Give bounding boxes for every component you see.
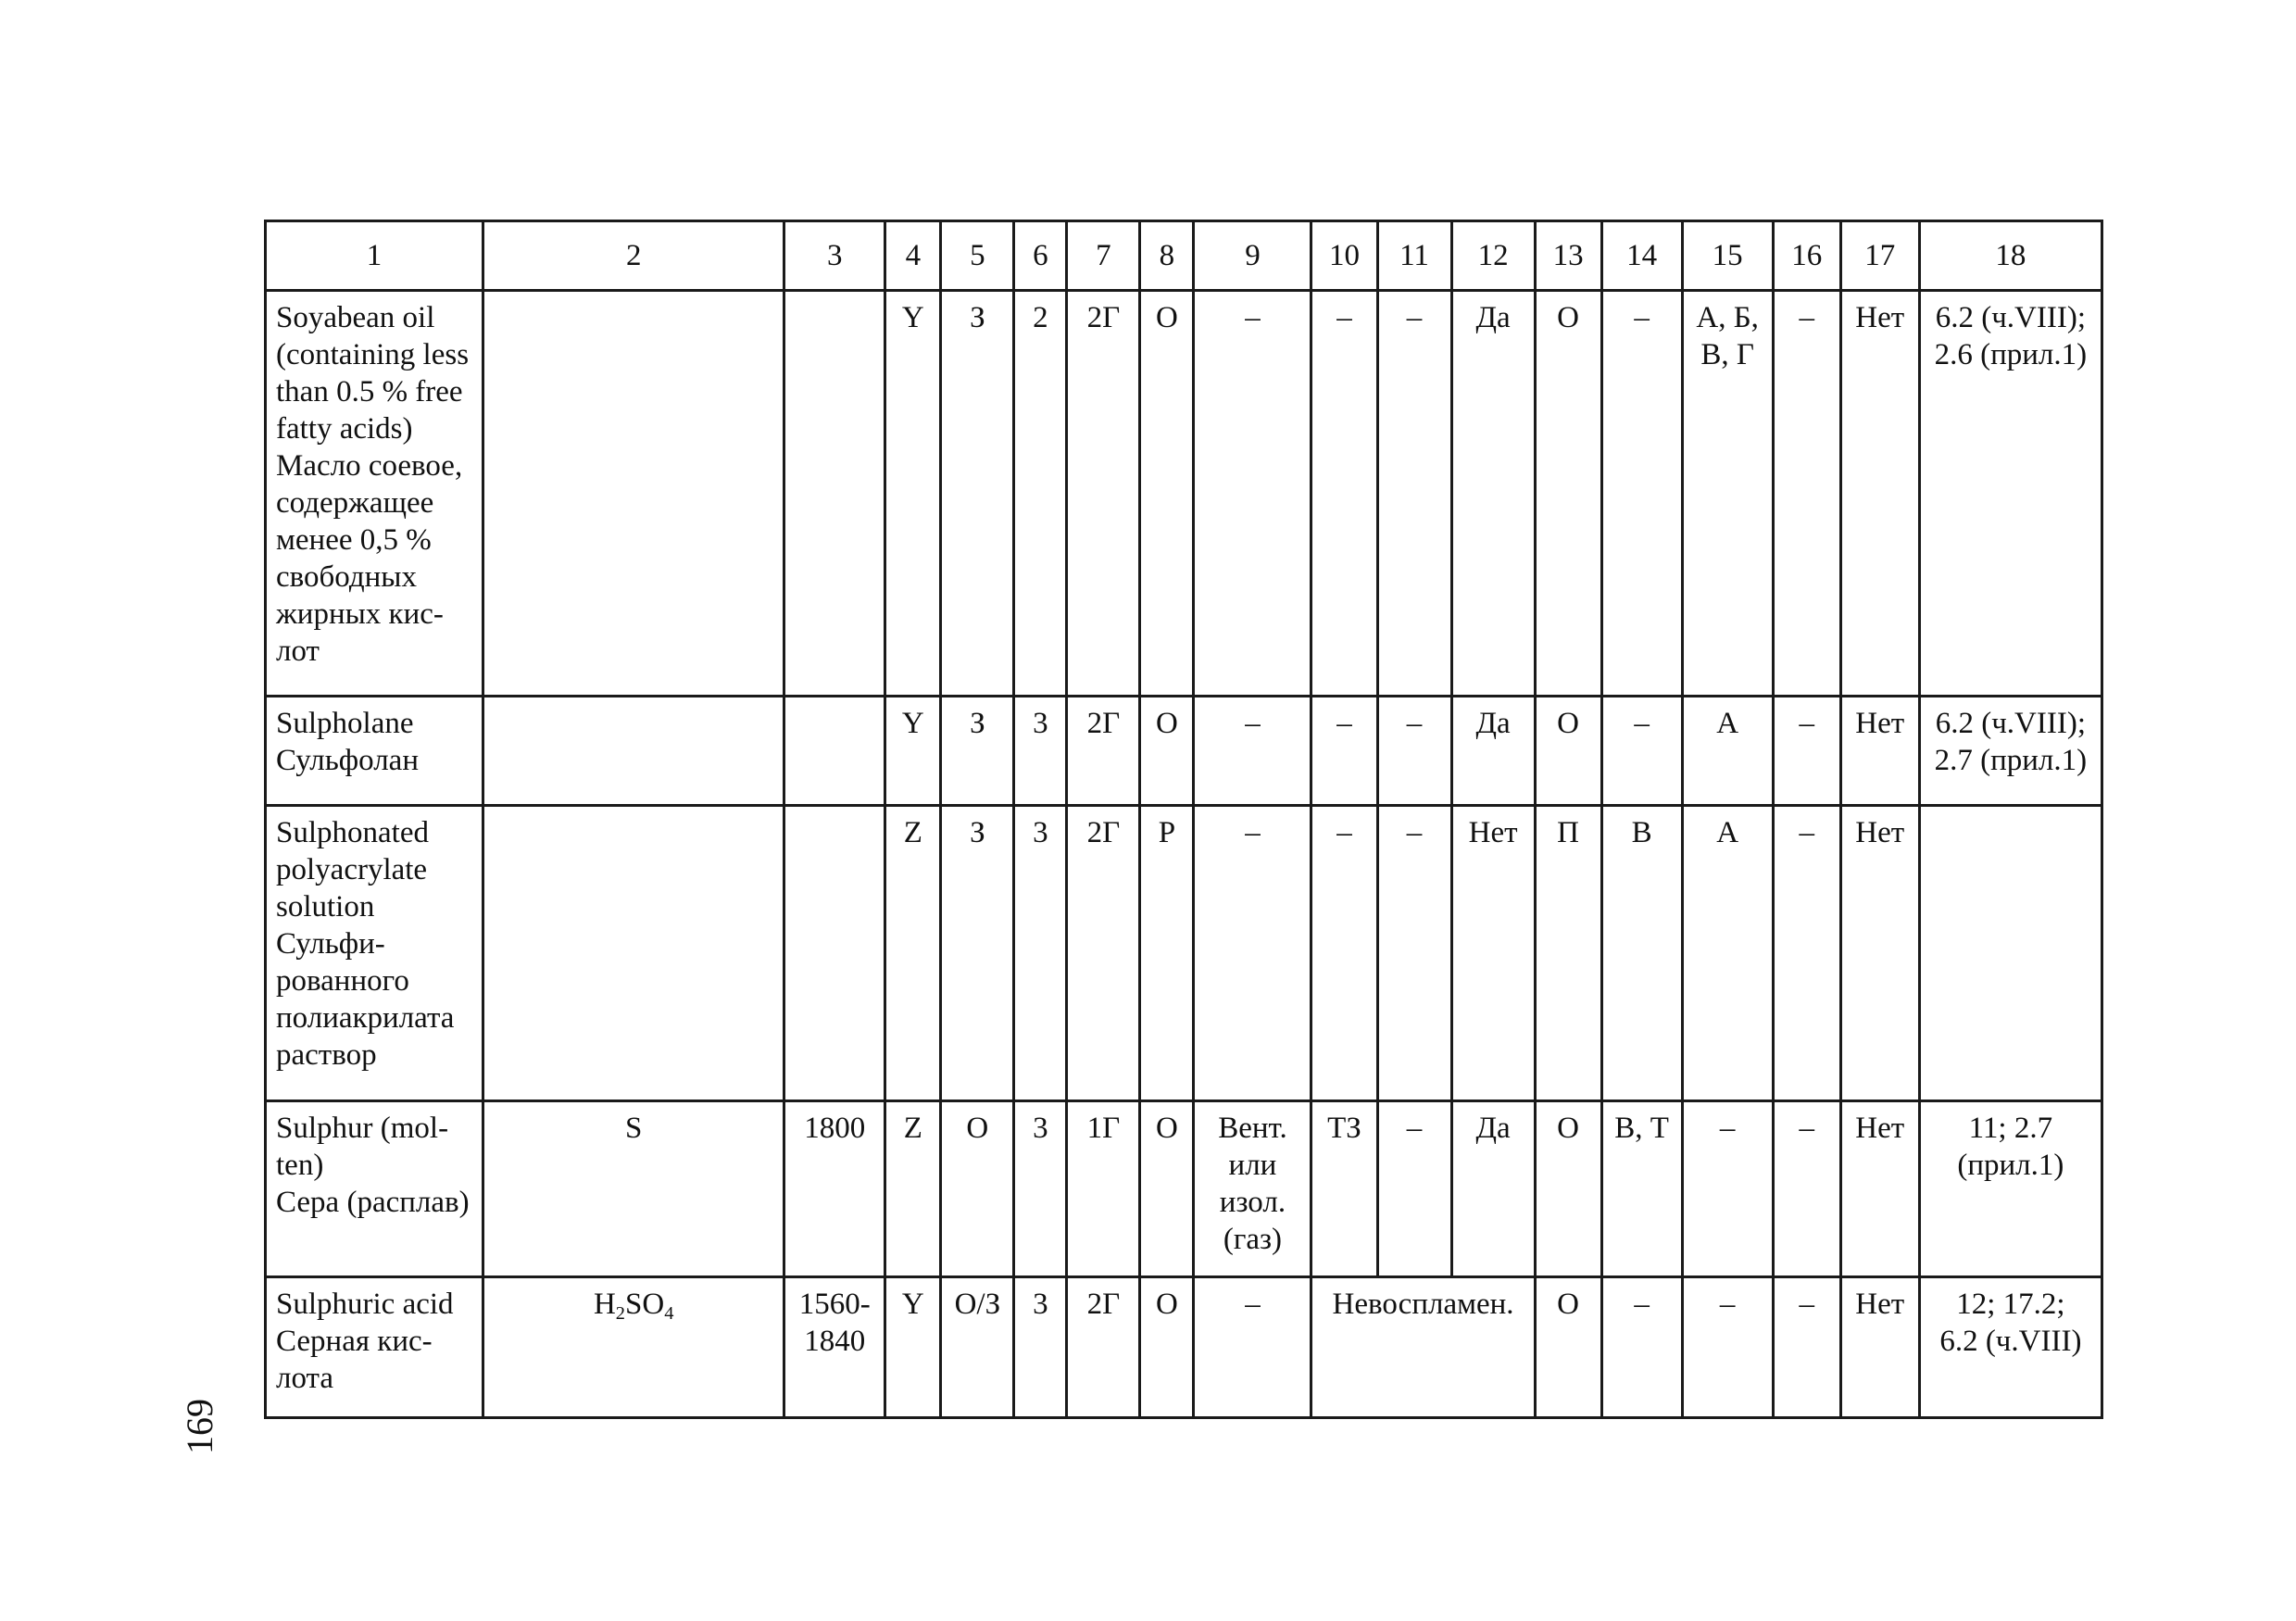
cell-col5: З xyxy=(941,291,1014,697)
cell-col5: О xyxy=(941,1101,1014,1277)
cell-col3: 1560- 1840 xyxy=(784,1277,885,1418)
cell-col6: 3 xyxy=(1014,697,1067,806)
cell-col16: – xyxy=(1773,697,1840,806)
cell-col11: – xyxy=(1377,291,1451,697)
cell-col10: – xyxy=(1311,806,1377,1101)
substance-name-cell: Soyabean oil (containing less than 0.5 % free fatty acids) Масло соевое, содержащее менее 0,5 % свободных жирных кис- лот xyxy=(266,291,483,697)
cell-col12: Да xyxy=(1451,1101,1535,1277)
cell-col6: 3 xyxy=(1014,1101,1067,1277)
cell-col18: 11; 2.7 (прил.1) xyxy=(1919,1101,2102,1277)
formula-cell xyxy=(483,291,784,697)
cell-col11: – xyxy=(1377,697,1451,806)
cell-col8: О xyxy=(1140,1277,1194,1418)
column-header: 10 xyxy=(1311,221,1377,291)
column-header: 12 xyxy=(1451,221,1535,291)
column-header: 11 xyxy=(1377,221,1451,291)
cell-col16: – xyxy=(1773,806,1840,1101)
cell-col15: А, Б, В, Г xyxy=(1682,291,1773,697)
substance-name-cell: Sulphuric acid Серная кис- лота xyxy=(266,1277,483,1418)
cell-col6: 3 xyxy=(1014,1277,1067,1418)
column-header: 18 xyxy=(1919,221,2102,291)
column-header: 9 xyxy=(1194,221,1311,291)
cell-col9: – xyxy=(1194,1277,1311,1418)
cell-col8: Р xyxy=(1140,806,1194,1101)
header-row xyxy=(266,221,2102,291)
column-header: 7 xyxy=(1067,221,1140,291)
cell-col7: 2Г xyxy=(1067,291,1140,697)
cell-col15: – xyxy=(1682,1101,1773,1277)
cell-col15: А xyxy=(1682,806,1773,1101)
cell-col18: 6.2 (ч.VIII); 2.7 (прил.1) xyxy=(1919,697,2102,806)
cell-col6: 3 xyxy=(1014,806,1067,1101)
cell-col18: 12; 17.2; 6.2 (ч.VIII) xyxy=(1919,1277,2102,1418)
page-number: 169 xyxy=(179,1399,220,1454)
cell-col11: – xyxy=(1377,1101,1451,1277)
cell-col4: Y xyxy=(885,291,941,697)
cell-col4: Y xyxy=(885,697,941,806)
cell-col4: Y xyxy=(885,1277,941,1418)
cell-col17: Нет xyxy=(1840,697,1919,806)
column-header: 3 xyxy=(784,221,885,291)
cell-col9: – xyxy=(1194,291,1311,697)
substance-name-cell: Sulphur (mol- ten) Сера (расплав) xyxy=(266,1101,483,1277)
cell-col13: П xyxy=(1535,806,1601,1101)
cell-col3 xyxy=(784,697,885,806)
column-header: 4 xyxy=(885,221,941,291)
cell-col10: ТЗ xyxy=(1311,1101,1377,1277)
cell-col5: О/З xyxy=(941,1277,1014,1418)
cell-col13: О xyxy=(1535,1277,1601,1418)
cell-col3 xyxy=(784,291,885,697)
column-header: 16 xyxy=(1773,221,1840,291)
column-header: 8 xyxy=(1140,221,1194,291)
cell-col12: Да xyxy=(1451,697,1535,806)
cell-col16: – xyxy=(1773,291,1840,697)
cell-col14: В xyxy=(1601,806,1682,1101)
cell-col13: О xyxy=(1535,697,1601,806)
cell-col13: О xyxy=(1535,291,1601,697)
cell-col7: 1Г xyxy=(1067,1101,1140,1277)
cell-col16: – xyxy=(1773,1277,1840,1418)
cell-col15: А xyxy=(1682,697,1773,806)
column-header: 2 xyxy=(483,221,784,291)
cell-col17: Нет xyxy=(1840,1101,1919,1277)
cell-col16: – xyxy=(1773,1101,1840,1277)
table-row xyxy=(266,1277,2102,1418)
cell-col5: З xyxy=(941,697,1014,806)
cell-col14: В, Т xyxy=(1601,1101,1682,1277)
cell-col8: О xyxy=(1140,1101,1194,1277)
cell-col7: 2Г xyxy=(1067,697,1140,806)
substance-table xyxy=(264,220,2103,1419)
cell-col11: – xyxy=(1377,806,1451,1101)
column-header: 1 xyxy=(266,221,483,291)
cell-col15: – xyxy=(1682,1277,1773,1418)
cell-col4: Z xyxy=(885,806,941,1101)
cell-col12: Да xyxy=(1451,291,1535,697)
substance-name-cell: Sulpholane Сульфолан xyxy=(266,697,483,806)
formula-cell: S xyxy=(483,1101,784,1277)
cell-col9: – xyxy=(1194,697,1311,806)
cell-col5: З xyxy=(941,806,1014,1101)
column-header: 6 xyxy=(1014,221,1067,291)
cell-col6: 2 xyxy=(1014,291,1067,697)
column-header: 14 xyxy=(1601,221,1682,291)
table-row xyxy=(266,1101,2102,1277)
formula-cell: $H_2SO_4$ xyxy=(483,1277,784,1418)
formula-cell xyxy=(483,806,784,1101)
cell-col14: – xyxy=(1601,291,1682,697)
cell-col17: Нет xyxy=(1840,291,1919,697)
cell-col10: – xyxy=(1311,697,1377,806)
substance-name-cell: Sulphonated polyacrylate solution Сульфи- рованного полиакрилата раствор xyxy=(266,806,483,1101)
cell-col8: О xyxy=(1140,697,1194,806)
cell-col3 xyxy=(784,806,885,1101)
cell-col17: Нет xyxy=(1840,1277,1919,1418)
cell-col10: – xyxy=(1311,291,1377,697)
cell-col3: 1800 xyxy=(784,1101,885,1277)
column-header: 5 xyxy=(941,221,1014,291)
cell-col12: Нет xyxy=(1451,806,1535,1101)
cell-col4: Z xyxy=(885,1101,941,1277)
cell-col18: 6.2 (ч.VIII); 2.6 (прил.1) xyxy=(1919,291,2102,697)
cell-col7: 2Г xyxy=(1067,806,1140,1101)
cell-col8: О xyxy=(1140,291,1194,697)
formula-cell xyxy=(483,697,784,806)
column-header: 15 xyxy=(1682,221,1773,291)
cell-col17: Нет xyxy=(1840,806,1919,1101)
cell-col13: О xyxy=(1535,1101,1601,1277)
cell-col9: – xyxy=(1194,806,1311,1101)
cell-col10-12-merged: Невоспламен. xyxy=(1311,1277,1535,1418)
table-row xyxy=(266,806,2102,1101)
column-header: 13 xyxy=(1535,221,1601,291)
table-row xyxy=(266,697,2102,806)
cell-col14: – xyxy=(1601,1277,1682,1418)
cell-col18 xyxy=(1919,806,2102,1101)
column-header: 17 xyxy=(1840,221,1919,291)
table-row xyxy=(266,291,2102,697)
cell-col14: – xyxy=(1601,697,1682,806)
cell-col7: 2Г xyxy=(1067,1277,1140,1418)
cell-col9: Вент. или изол. (газ) xyxy=(1194,1101,1311,1277)
